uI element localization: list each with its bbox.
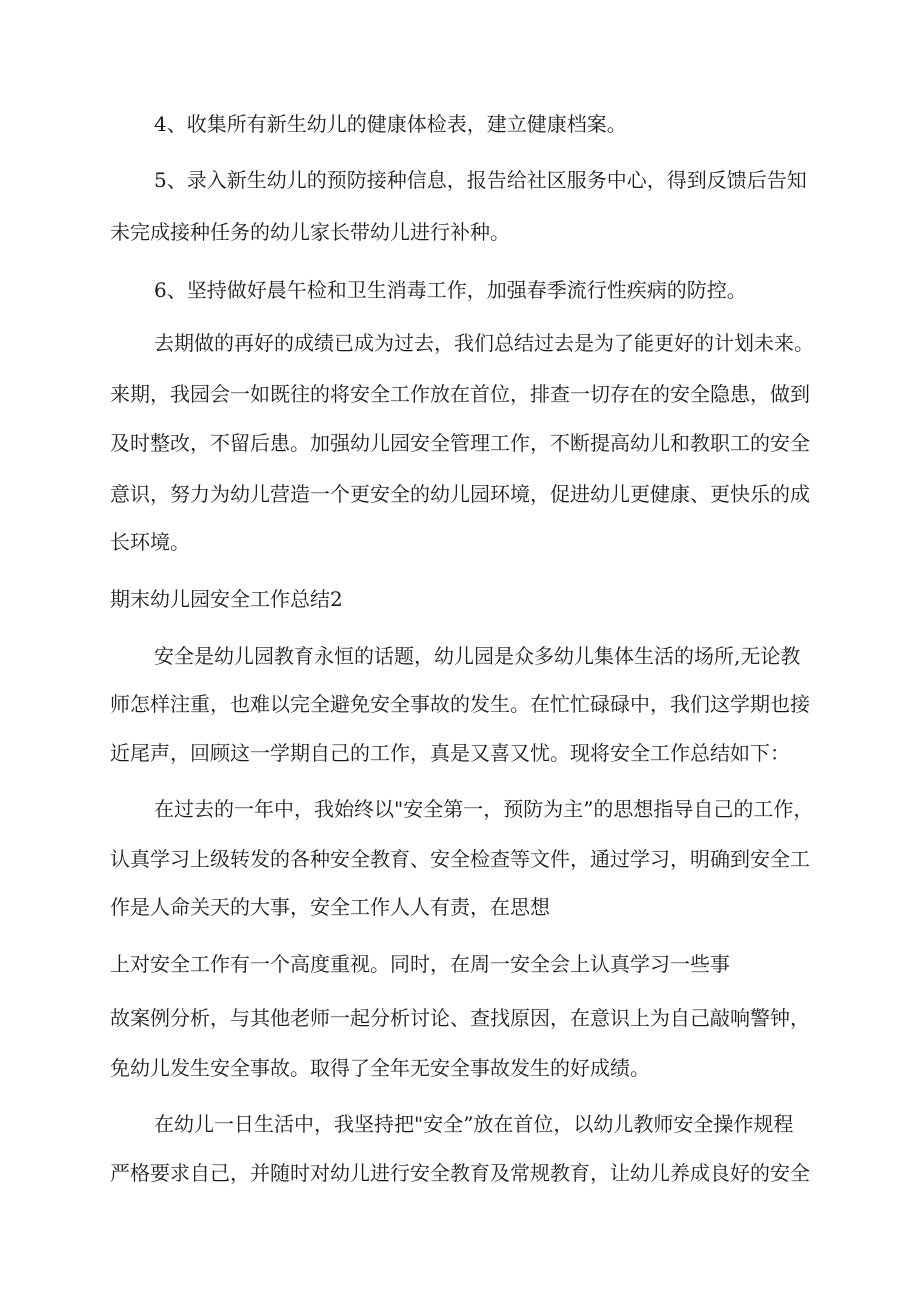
text-line-16: 作是人命关天的大事，安全工作人人有责，在思想 bbox=[110, 895, 550, 919]
text-line-17: 上对安全工作有一个高度重视。同时，在周一安全会上认真学习一些事 bbox=[110, 952, 730, 976]
text-line-5: 去期做的再好的成绩已成为过去，我们总结过去是为了能更好的计划未来。 bbox=[154, 331, 814, 355]
section-heading: 期末幼儿园安全工作总结2 bbox=[110, 587, 343, 611]
text-line-1: 4、收集所有新生幼儿的健康体检表，建立健康档案。 bbox=[154, 112, 627, 136]
text-line-4: 6、坚持做好晨午检和卫生消毒工作，加强春季流行性疾病的防控。 bbox=[154, 278, 747, 302]
text-line-3: 未完成接种任务的幼儿家长带幼儿进行补种。 bbox=[110, 220, 510, 244]
text-line-14: 在过去的一年中，我始终以"安全第一，预防为主”的思想指导自己的工作， bbox=[154, 797, 814, 821]
text-line-6: 来期，我园会一如既往的将安全工作放在首位，排查一切存在的安全隐患，做到 bbox=[110, 382, 810, 406]
text-line-19: 免幼儿发生安全事故。取得了全年无安全事故发生的好成绩。 bbox=[110, 1056, 650, 1080]
text-line-2: 5、录入新生幼儿的预防接种信息，报告给社区服务中心，得到反馈后告知 bbox=[154, 168, 807, 192]
text-line-11: 安全是幼儿园教育永恒的话题，幼儿园是众多幼儿集体生活的场所,无论教 bbox=[154, 644, 801, 668]
text-line-15: 认真学习上级转发的各种安全教育、安全检查等文件，通过学习，明确到安全工 bbox=[110, 847, 810, 871]
text-line-20: 在幼儿一日生活中，我坚持把"安全”放在首位，以幼儿教师安全操作规程 bbox=[154, 1112, 794, 1136]
text-line-9: 长环境。 bbox=[110, 530, 190, 554]
text-line-12: 师怎样注重，也难以完全避免安全事故的发生。在忙忙碌碌中，我们这学期也接 bbox=[110, 692, 810, 716]
text-line-21: 严格要求自己，并随时对幼儿进行安全教育及常规教育，让幼儿养成良好的安全 bbox=[110, 1161, 810, 1185]
text-line-7: 及时整改，不留后患。加强幼儿园安全管理工作，不断提高幼儿和教职工的安全 bbox=[110, 431, 810, 455]
text-line-8: 意识，努力为幼儿营造一个更安全的幼儿园环境，促进幼儿更健康、更快乐的成 bbox=[110, 482, 810, 506]
text-line-18: 故案例分析，与其他老师一起分析讨论、查找原因，在意识上为自己敲响警钟， bbox=[110, 1006, 810, 1030]
text-line-13: 近尾声，回顾这一学期自己的工作，真是又喜又忧。现将安全工作总结如下： bbox=[110, 741, 790, 765]
